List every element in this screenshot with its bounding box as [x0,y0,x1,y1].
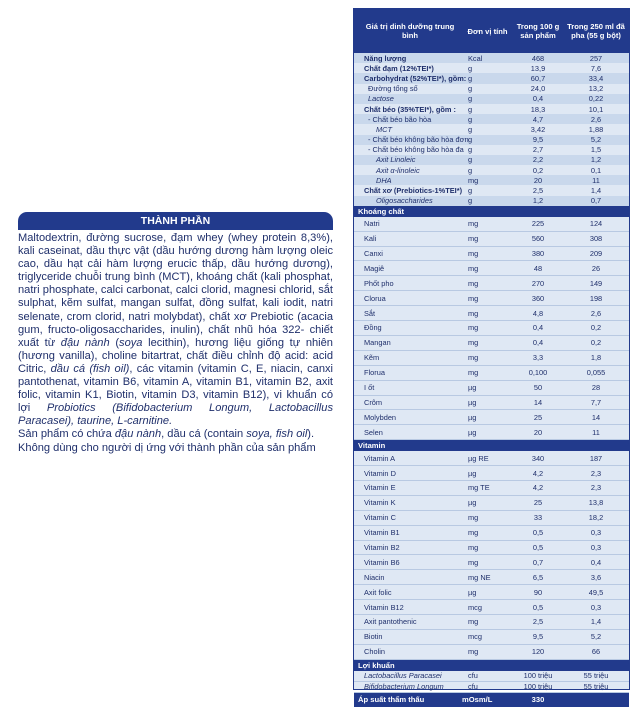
table-row [354,53,629,63]
cell-per250: 0,3 [590,528,602,538]
cell-name: Chất xơ (Prebiotics-1%TEI*) [364,186,463,196]
cell-unit: g [468,94,473,104]
cell-per250: 14 [591,412,601,422]
cell-unit: µg [468,468,477,478]
cell-per250: 0,055 [586,368,606,378]
cell-name: Lactose [368,94,394,104]
cell-per250: 0,2 [590,323,602,333]
table-row [354,366,629,381]
cell-name: Vitamin B6 [364,557,400,567]
cell-name: Natri [364,219,380,229]
cell-unit: µg [468,412,477,422]
table-row [354,196,629,206]
header-per100: Trong 100 g sản phẩm [516,22,560,40]
cell-per250: 308 [589,234,603,244]
cell-per250: 0,3 [590,542,602,552]
warning-note: Không dùng cho người dị ứng với thành phần của sản phẩm [18,441,316,454]
cell-unit: mg [468,647,479,657]
cell-per250: 187 [589,453,603,463]
table-row [354,145,629,155]
cell-per250: 209 [589,249,603,259]
cell-unit: g [468,186,473,196]
cell-per100: 1,2 [532,196,544,206]
cell-per100: 4,8 [532,308,544,318]
cell-per250: 1,5 [590,145,602,155]
table-row [354,84,629,94]
cell-per250: 3,6 [590,572,602,582]
ingredients-text [18,230,333,455]
table-row [354,570,629,585]
cell-per100: 120 [531,647,545,657]
cell-unit: g [468,135,473,145]
cell-per100: 0,7 [532,557,544,567]
cell-per100: 0,4 [532,338,544,348]
table-row [354,104,629,114]
cell-per100: 3,3 [532,353,544,363]
cell-per250: 0,1 [590,165,602,175]
cell-per100: 4,2 [532,483,544,493]
cell-per100: 33 [533,513,543,523]
cell-name: Kẽm [364,353,380,363]
cell-per100: 18,3 [530,104,546,114]
cell-unit: µg [468,427,477,437]
table-row [354,114,629,124]
cell-per250: 33,4 [588,73,604,83]
cell-per100: 100 triệu [523,671,553,681]
cell-name: Vitamin K [364,498,396,508]
nutrition-table [353,8,630,705]
cell-per100: 2,5 [532,186,544,196]
table-row [354,276,629,291]
table-row [354,481,629,496]
cell-per250: 257 [589,53,603,63]
cell-name: Canxi [364,249,383,259]
vitamins-section [354,451,629,659]
cell-name: Đồng [364,323,382,333]
cell-unit: µg RE [468,453,489,463]
cell-name: Đường tổng số [368,84,418,94]
cell-name: Chất béo (35%TEI*), gồm : [364,104,456,114]
cell-name: Vitamin C [364,513,396,523]
cell-per100: 2,7 [532,145,544,155]
header-per250: Trong 250 ml đã pha (55 g bột) [567,22,625,40]
cell-name: Vitamin B1 [364,528,400,538]
cell-per100: 0,5 [532,528,544,538]
cell-name: Biotin [364,632,383,642]
cell-unit: mg NE [468,572,491,582]
cell-per100: 2,2 [532,155,544,165]
cell-name: - Chất béo không bão hòa đơn [368,135,469,145]
cell-per250: 7,7 [590,397,602,407]
table-row [354,135,629,145]
cell-per250: 0,2 [590,338,602,348]
cell-unit: g [468,124,473,134]
cell-unit: mg [468,338,479,348]
cell-name: Vitamin D [364,468,396,478]
cell-per100: 0,100 [528,368,548,378]
cell-per100: 0,5 [532,602,544,612]
table-row [354,381,629,396]
cell-unit: mg [468,278,479,288]
osmolality-name: Áp suất thẩm thấu [358,695,425,705]
cell-name: Axit α-linoleic [376,165,420,175]
table-row [354,615,629,630]
cell-unit: µg [468,383,477,393]
table-row [354,541,629,556]
macros-section [354,53,629,206]
cell-per250: 7,6 [590,63,602,73]
cell-unit: mg [468,353,479,363]
cell-per250: 1,2 [590,155,602,165]
cell-name: DHA [376,175,392,185]
cell-per250: 149 [589,278,603,288]
cell-per250: 2,3 [590,483,602,493]
cell-per100: 340 [531,453,545,463]
table-row [354,351,629,366]
cell-per250: 0,22 [588,94,604,104]
cell-per100: 468 [531,53,545,63]
cell-name: Axit folic [364,587,392,597]
minerals-section [354,217,629,440]
table-row [354,682,629,693]
cell-per250: 2,6 [590,114,602,124]
cell-name: Phốt pho [364,278,394,288]
minerals-title: Khoáng chất [354,206,629,217]
ingredients-panel [18,212,333,455]
cell-per100: 0,2 [532,165,544,175]
cell-name: Cholin [364,647,385,657]
table-row [354,585,629,600]
cell-name: Axit Linoleic [376,155,416,165]
cell-per100: 0,5 [532,542,544,552]
cell-unit: mg [468,617,479,627]
cell-per250: 18,2 [588,513,604,523]
cell-per250: 1,4 [590,186,602,196]
cell-name: Niacin [364,572,385,582]
cell-name: Clorua [364,293,386,303]
table-row [354,63,629,73]
cell-per100: 360 [531,293,545,303]
cell-per100: 100 triệu [523,682,553,692]
cell-per100: 4,7 [532,114,544,124]
cell-per250: 10,1 [588,104,604,114]
cell-per100: 560 [531,234,545,244]
cell-unit: mg [468,175,479,185]
table-row [354,73,629,83]
cell-per100: 20 [533,427,543,437]
cell-per100: 24,0 [530,84,546,94]
cell-unit: mg TE [468,483,490,493]
cell-unit: µg [468,498,477,508]
cell-name: Kali [364,234,377,244]
cell-unit: cfu [468,671,478,681]
table-row [354,336,629,351]
cell-unit: µg [468,587,477,597]
cell-per100: 225 [531,219,545,229]
cell-unit: mg [468,323,479,333]
cell-name: Carbohydrat (52%TEI*), gồm: [364,73,467,83]
osmolality-row [354,693,629,707]
cell-per250: 2,3 [590,468,602,478]
cell-unit: Kcal [468,53,483,63]
cell-per250: 1,8 [590,353,602,363]
osmolality-unit: mOsm/L [462,695,493,705]
allergen-note: Sản phẩm có chứa đậu nành, dầu cá (contain soya, fish oil). [18,428,315,441]
cell-per100: 60,7 [530,73,546,83]
probiotics-section [354,671,629,693]
cell-unit: g [468,63,473,73]
cell-unit: mg [468,368,479,378]
table-row [354,526,629,541]
cell-unit: g [468,145,473,155]
cell-unit: mg [468,513,479,523]
cell-name: Mangan [364,338,391,348]
header-unit: Đơn vị tính [467,26,508,36]
table-row [354,671,629,682]
table-row [354,291,629,306]
table-row [354,451,629,466]
cell-per250: 0,3 [590,602,602,612]
cell-per250: 55 triệu [583,671,609,681]
table-row [354,306,629,321]
cell-per100: 50 [533,383,543,393]
cell-per100: 13,9 [530,63,546,73]
cell-per250: 28 [591,383,601,393]
table-row [354,232,629,247]
cell-unit: cfu [468,682,478,692]
cell-per100: 25 [533,412,543,422]
cell-per250: 5,2 [590,632,602,642]
cell-per100: 2,5 [532,617,544,627]
cell-per250: 124 [589,219,603,229]
cell-unit: mg [468,308,479,318]
table-row [354,124,629,134]
cell-per100: 0,4 [532,94,544,104]
cell-per100: 90 [533,587,543,597]
table-row [354,396,629,411]
cell-name: Magiê [364,263,385,273]
ingredients-title: THÀNH PHẦN [18,212,333,230]
table-row [354,410,629,425]
cell-per100: 9,5 [532,135,544,145]
table-row [354,511,629,526]
cell-name: Vitamin B12 [364,602,404,612]
osmolality-value: 330 [531,695,545,705]
cell-per100: 25 [533,498,543,508]
cell-per250: 1,88 [588,124,604,134]
cell-per250: 2,6 [590,308,602,318]
cell-per250: 13,2 [588,84,604,94]
cell-per250: 0,7 [590,196,602,206]
cell-per250: 13,8 [588,498,604,508]
cell-name: Axit pantothenic [364,617,417,627]
cell-unit: mcg [468,632,482,642]
cell-unit: mg [468,293,479,303]
cell-name: Năng lượng [364,53,407,63]
cell-per250: 1,4 [590,617,602,627]
table-row [354,466,629,481]
cell-name: Bifidobacterium Longum [364,682,444,692]
cell-per250: 11 [592,175,600,185]
cell-name: Crôm [364,397,383,407]
cell-name: Chất đạm (12%TEI*) [364,63,434,73]
cell-per100: 0,4 [532,323,544,333]
table-row [354,600,629,615]
cell-name: Vitamin A [364,453,396,463]
cell-name: Vitamin B2 [364,542,400,552]
cell-per100: 48 [533,263,543,273]
table-row [354,155,629,165]
table-row [354,175,629,185]
cell-unit: g [468,196,473,206]
cell-unit: µg [468,397,477,407]
cell-unit: mg [468,542,479,552]
cell-unit: mg [468,528,479,538]
cell-name: - Chất béo không bão hòa đa [368,145,464,155]
cell-per250: 26 [591,263,601,273]
cell-per100: 9,5 [532,632,544,642]
table-row [354,321,629,336]
cell-per100: 380 [531,249,545,259]
cell-name: Selen [364,427,383,437]
cell-per100: 3,42 [530,124,546,134]
cell-name: - Chất béo bão hòa [368,114,432,124]
cell-per250: 66 [591,647,601,657]
cell-unit: mg [468,263,479,273]
table-row [354,185,629,195]
vitamins-title: Vitamin [354,440,629,451]
table-row [354,261,629,276]
header-nutrient: Giá trị dinh dưỡng trung bình [365,22,455,40]
cell-name: Oligosaccharides [376,196,433,206]
ingredients-paragraph: Maltodextrin, đường sucrose, đạm whey (whey protein 8,3%), kali caseinat, dầu thực vật (dầu hướng dương hàm lượng oleic cao, dầu hạt cải hàm lượng erucic thấp, dầu hướng dương), triglyceride chuỗi trung bình (MCT), khoáng chất (kali phosphat, natri phosphate, calci carbonat, calci clorid, magnesi chlorid, sắt sulphat, kẽm sulfat, mangan sulfat, đồng sulfat, kali iodit, natri selenate, crom clorid, natri molybdat), chất xơ Prebiotic (acacia gum, fructo-oligosaccharides, inulin), chất nhũ hóa 322- chiết xuất từ đậu nành (soya lecithin), hương liệu giống tự nhiên (hương vanilla), choline bitartrat, chất điều chỉnh độ acid: acid Citric, dầu cá (fish oil), các vitamin (vitamin C, E, niacin, canxi pantothenat, vitamin B6, vitamin A, vitamin B1, vitamin B2, axit folic, vitamin K1, Biotin, vitamin D3, vitamin B12), vi khuẩn có lợi Probiotics (Bifidobacterium Longum, Lactobacillus Paracasei), taurine, L-carnitine. [18,232,333,428]
cell-per100: 270 [531,278,545,288]
cell-unit: g [468,104,473,114]
cell-per100: 4,2 [532,468,544,478]
table-row [354,425,629,440]
cell-unit: mg [468,219,479,229]
cell-unit: g [468,84,473,94]
table-row [354,217,629,232]
probiotics-title: Lợi khuẩn [354,660,629,671]
cell-unit: g [468,114,473,124]
cell-per100: 14 [533,397,543,407]
table-row [354,165,629,175]
cell-name: Lactobacillus Paracasei [364,671,442,681]
cell-name: MCT [376,124,393,134]
cell-unit: mcg [468,602,482,612]
table-header [354,9,629,53]
table-row [354,94,629,104]
cell-per100: 6,5 [532,572,544,582]
cell-unit: mg [468,249,479,259]
cell-name: Sắt [364,308,376,318]
cell-per250: 5,2 [590,135,602,145]
cell-per250: 0,4 [590,557,602,567]
cell-per250: 11 [592,427,600,437]
table-row [354,496,629,511]
cell-name: I ốt [364,383,375,393]
cell-per100: 20 [533,175,543,185]
cell-unit: g [468,73,473,83]
table-row [354,630,629,645]
cell-name: Molybden [364,412,397,422]
cell-per250: 49,5 [588,587,604,597]
cell-unit: mg [468,234,479,244]
table-row [354,555,629,570]
cell-unit: g [468,155,473,165]
table-row [354,645,629,660]
cell-per250: 55 triệu [583,682,609,692]
cell-unit: g [468,165,473,175]
cell-name: Florua [364,368,385,378]
cell-name: Vitamin E [364,483,396,493]
cell-per250: 198 [589,293,603,303]
cell-unit: mg [468,557,479,567]
table-row [354,247,629,262]
